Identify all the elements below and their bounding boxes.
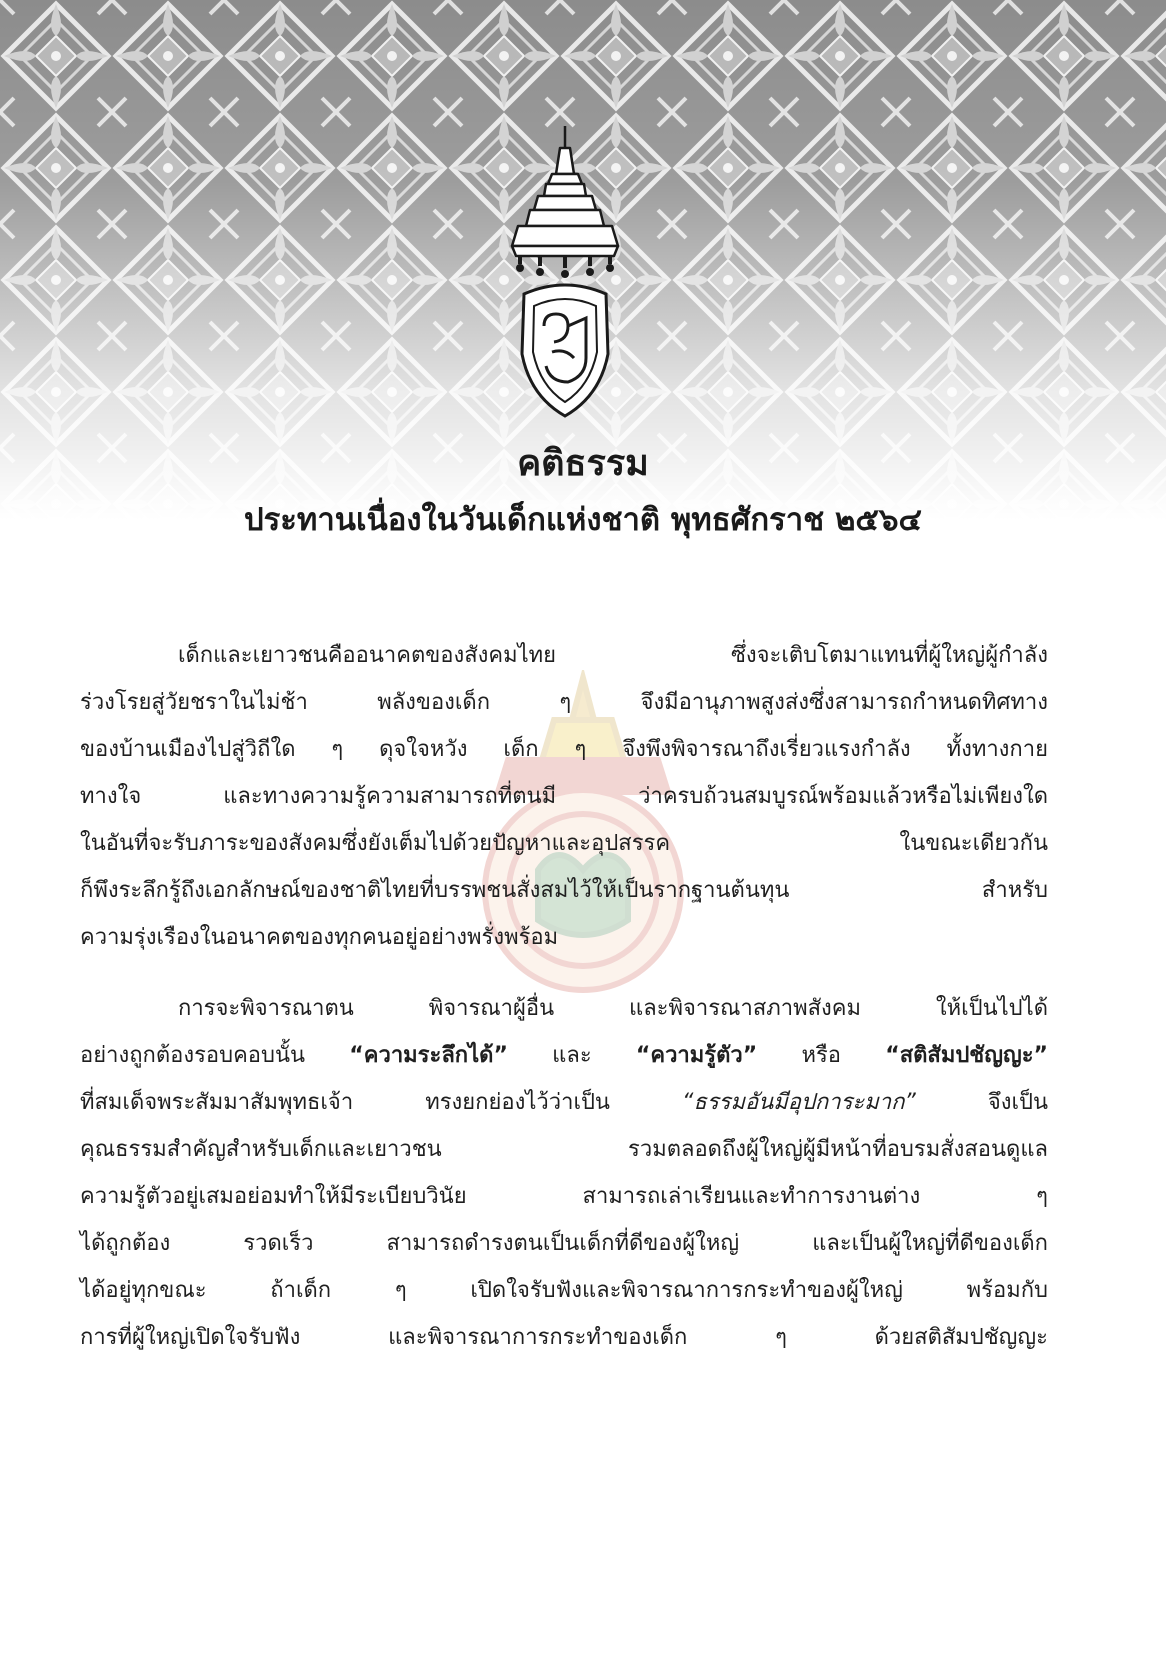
page-subtitle: ประทานเนื่องในวันเด็กแห่งชาติ พุทธศักราช ๒๕๖๔ <box>243 502 923 538</box>
body-text <box>80 632 1048 1385</box>
paragraph-2 <box>80 985 1048 1361</box>
term-mindfulness: “ความระลึกได้” <box>349 1043 508 1068</box>
text-line: เด็กและเยาวชนคืออนาคตของสังคมไทย ซึ่งจะเติบโตมาแทนที่ผู้ใหญ่ผู้กำลัง <box>178 643 1048 668</box>
text-run: ที่สมเด็จพระสัมมาสัมพุทธเจ้า ทรงยกย่องไว้ว่าเป็น <box>80 1090 683 1115</box>
term-awareness: “ความรู้ตัว” <box>635 1043 758 1068</box>
text-line: ความรุ่งเรืองในอนาคตของทุกคนอยู่อย่างพรั่งพร้อม <box>80 925 559 950</box>
text-run: และ <box>507 1043 636 1068</box>
text-line: คุณธรรมสำคัญสำหรับเด็กและเยาวชน รวมตลอดถึงผู้ใหญ่ผู้มีหน้าที่อบรมสั่งสอนดูแล <box>80 1137 1048 1162</box>
text-line: ในอันที่จะรับภาระของสังคมซึ่งยังเต็มไปด้วยปัญหาและอุปสรรค ในขณะเดียวกัน <box>80 831 1048 856</box>
text-line: ของบ้านเมืองไปสู่วิถีใด ๆ ดุจใจหวัง เด็ก ๆ จึงพึงพิจารณาถึงเรี่ยวแรงกำลัง ทั้งทางกาย <box>80 737 1048 762</box>
text-line: การจะพิจารณาตน พิจารณาผู้อื่น และพิจารณาสภาพสังคม ให้เป็นไปได้ <box>178 996 1048 1021</box>
text-line: ร่วงโรยสู่วัยชราในไม่ช้า พลังของเด็ก ๆ จึงมีอานุภาพสูงส่งซึ่งสามารถกำหนดทิศทาง <box>80 690 1048 715</box>
text-line: ทางใจ และทางความรู้ความสามารถที่ตนมี ว่าครบถ้วนสมบูรณ์พร้อมแล้วหรือไม่เพียงใด <box>80 784 1048 809</box>
text-line: ความรู้ตัวอยู่เสมอย่อมทำให้มีระเบียบวินัย สามารถเล่าเรียนและทำการงานต่าง ๆ <box>80 1184 1048 1209</box>
title-block <box>0 436 1166 548</box>
text-line: ได้ถูกต้อง รวดเร็ว สามารถดำรงตนเป็นเด็กที่ดีของผู้ใหญ่ และเป็นผู้ใหญ่ที่ดีของเด็ก <box>80 1231 1048 1256</box>
text-line: การที่ผู้ใหญ่เปิดใจรับฟัง และพิจารณาการกระทำของเด็ก ๆ ด้วยสติสัมปชัญญะ <box>80 1325 1048 1350</box>
text-run: จึงเป็น <box>915 1090 1048 1115</box>
term-sati-sampajanna: “สติสัมปชัญญะ” <box>885 1043 1048 1068</box>
page-title: คติธรรม <box>517 443 649 484</box>
paragraph-1 <box>80 632 1048 961</box>
text-line <box>80 1079 1048 1126</box>
text-run: หรือ <box>757 1043 886 1068</box>
text-run: อย่างถูกต้องรอบคอบนั้น <box>80 1043 350 1068</box>
dhamma-quote: “ธรรมอันมีอุปการะมาก” <box>682 1090 916 1115</box>
text-line: ก็พึงระลึกรู้ถึงเอกลักษณ์ของชาติไทยที่บรรพชนสั่งสมไว้ให้เป็นรากฐานต้นทุน สำหรับ <box>80 878 1048 903</box>
text-line <box>80 1032 1048 1079</box>
text-line: ได้อยู่ทุกขณะ ถ้าเด็ก ๆ เปิดใจรับฟังและพิจารณาการกระทำของผู้ใหญ่ พร้อมกับ <box>80 1278 1048 1303</box>
royal-emblem-icon <box>510 126 620 426</box>
